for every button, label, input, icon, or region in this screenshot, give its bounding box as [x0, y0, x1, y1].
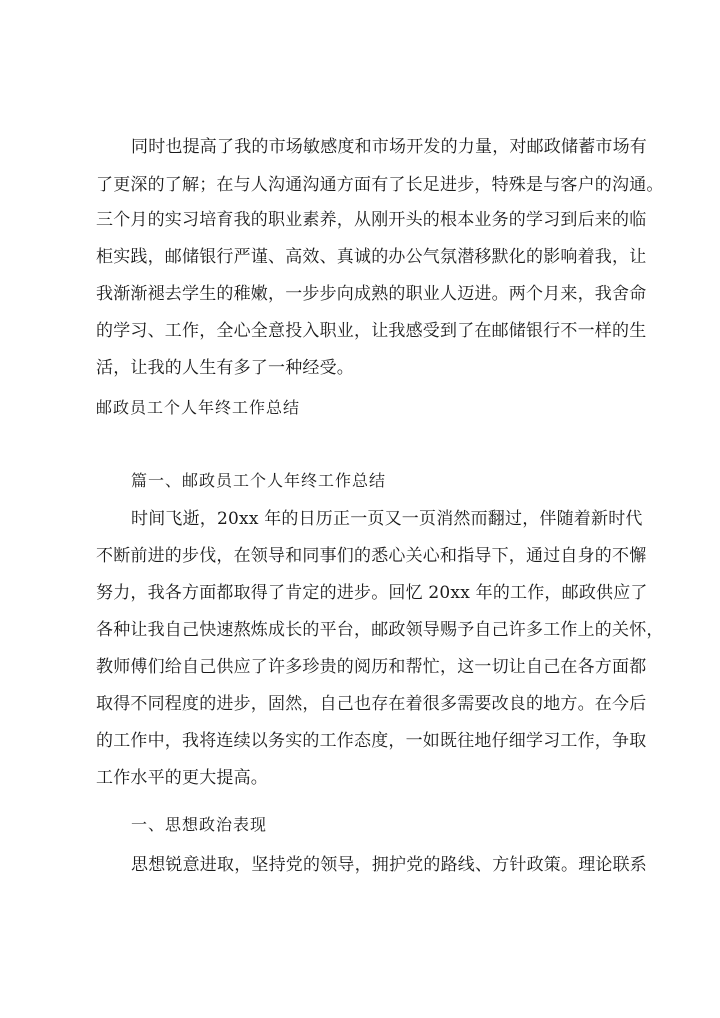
- paragraph-line: 的学习、工作，全心全意投入职业，让我感受到了在邮储银行不一样的生: [96, 321, 647, 341]
- paragraph-line: 取得不同程度的进步，固然，自己也存在着很多需要改良的地方。在今后: [96, 694, 647, 714]
- paragraph-line: 了更深的了解；在与人沟通沟通方面有了长足进步，特殊是与客户的沟通。: [96, 175, 664, 195]
- paragraph-line: 思想锐意进取，坚持党的领导，拥护党的路线、方针政策。理论联系: [131, 855, 647, 875]
- section-heading: 篇一、邮政员工个人年终工作总结: [131, 471, 387, 490]
- paragraph-line: 的工作中，我将连续以务实的工作态度，一如既往地仔细学习工作，争取: [96, 731, 647, 751]
- document-title: 邮政员工个人年终工作总结: [96, 398, 301, 417]
- paragraph-line: 活，让我的人生有多了一种经受。: [96, 358, 354, 378]
- paragraph-line: 三个月的实习培育我的职业素养，从刚开头的根本业务的学习到后来的临: [96, 210, 647, 230]
- paragraph-line: 工作水平的更大提高。: [96, 768, 268, 788]
- subheading: 一、思想政治表现: [131, 815, 268, 834]
- paragraph-line: 努力，我各方面都取得了肯定的进步。回忆 20xx 年的工作，邮政供应了: [96, 583, 648, 603]
- paragraph-line: 不断前进的步伐，在领导和同事们的悉心关心和指导下，通过自身的不懈: [96, 546, 647, 566]
- paragraph-line: 柜实践，邮储银行严谨、高效、真诚的办公气氛潜移默化的影响着我，让: [96, 247, 647, 267]
- paragraph-line: 各种让我自己快速熬炼成长的平台，邮政领导赐予自己许多工作上的关怀，: [96, 620, 664, 640]
- paragraph-line: 时间飞逝，20xx 年的日历正一页又一页消然而翻过，伴随着新时代: [131, 509, 643, 529]
- paragraph-line: 我渐渐褪去学生的稚嫩，一步步向成熟的职业人迈进。两个月来，我舍命: [96, 284, 647, 304]
- paragraph-line: 教师傅们给自己供应了许多珍贵的阅历和帮忙，这一切让自己在各方面都: [96, 657, 647, 677]
- paragraph-line: 同时也提高了我的市场敏感度和市场开发的力量，对邮政储蓄市场有: [131, 137, 647, 157]
